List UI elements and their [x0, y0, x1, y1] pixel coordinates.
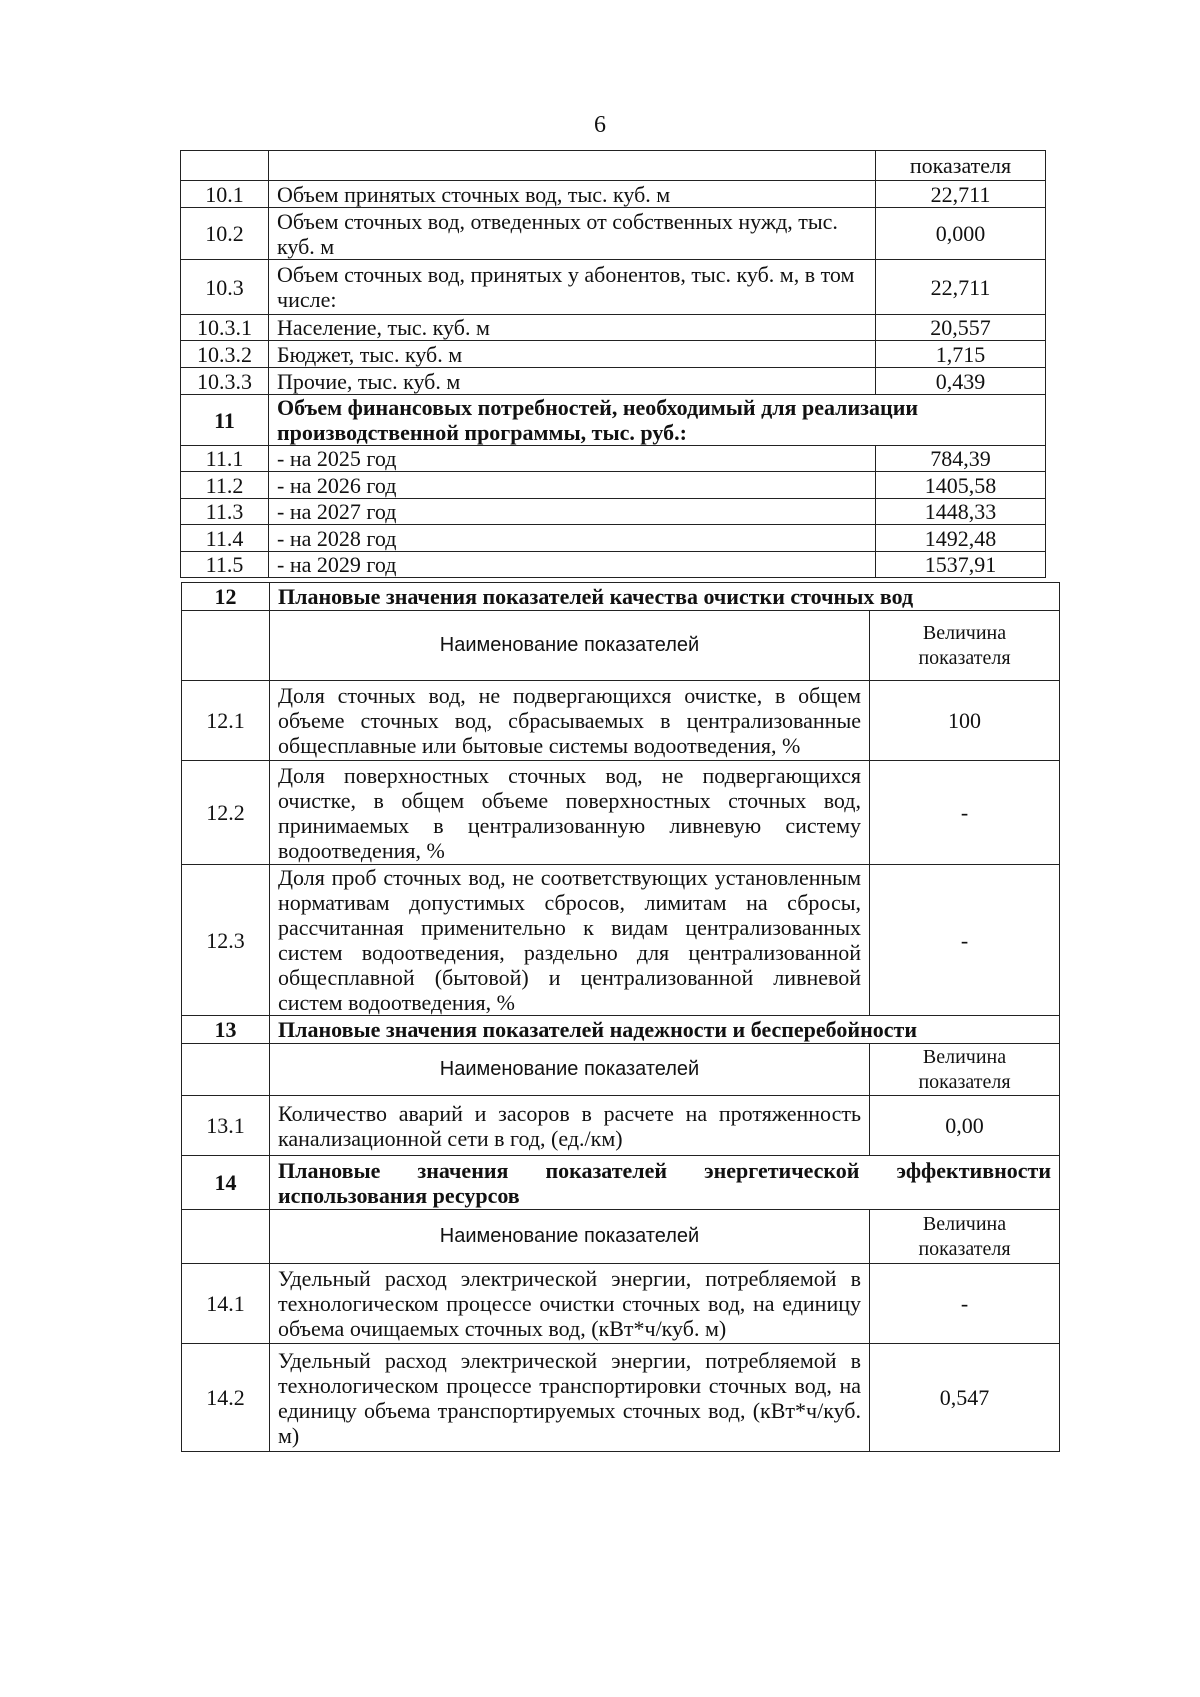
row-number: 10.3.1	[181, 315, 269, 341]
row-number: 11.3	[181, 499, 269, 525]
row-name: Бюджет, тыс. куб. м	[269, 341, 876, 368]
row-name: - на 2028 год	[269, 525, 876, 552]
row-value: -	[870, 865, 1060, 1016]
section-title: Объем финансовых потребностей, необходимый для реализации производственной программы, тыс. руб.:	[269, 395, 1046, 446]
header-value: Величина показателя	[870, 611, 1060, 681]
row-number: 11.4	[181, 525, 269, 552]
row-name: Доля сточных вод, не подвергающихся очистке, в общем объеме сточных вод, сбрасываемых в централизованные общесплавные или бытовые системы водоотведения, %	[270, 681, 870, 761]
section-title: Плановые значения показателей энергетической эффективности использования ресурсов	[270, 1156, 1060, 1210]
row-number: 12.3	[182, 865, 270, 1016]
row-value: 100	[870, 681, 1060, 761]
header-empty-cell	[182, 1210, 270, 1264]
header-empty-cell	[182, 1044, 270, 1096]
row-number: 13.1	[182, 1096, 270, 1156]
row-name: Доля поверхностных сточных вод, не подвергающихся очистке, в общем объеме поверхностных сточных вод, принимаемых в централизованную ливневую систему водоотведения, %	[270, 761, 870, 865]
row-number: 14.1	[182, 1264, 270, 1344]
row-value: -	[870, 1264, 1060, 1344]
row-value: 0,439	[876, 368, 1046, 395]
table-row	[182, 865, 1060, 1016]
page-number: 6	[594, 112, 606, 138]
row-value: -	[870, 761, 1060, 865]
section-number: 12	[182, 583, 270, 611]
table-row	[181, 151, 1046, 181]
row-value: 1448,33	[876, 499, 1046, 525]
table-row	[182, 761, 1060, 865]
row-name: - на 2025 год	[269, 446, 876, 472]
row-value: 1492,48	[876, 525, 1046, 552]
row-name: - на 2026 год	[269, 472, 876, 499]
table-row	[181, 368, 1046, 395]
header-value: Величина показателя	[870, 1210, 1060, 1264]
section-row	[181, 395, 1046, 446]
row-name: Удельный расход электрической энергии, потребляемой в технологическом процессе транспортировки сточных вод, на единицу объема транспортируемых сточных вод, (кВт*ч/куб. м)	[270, 1344, 870, 1452]
section-number: 11	[181, 395, 269, 446]
section-number: 13	[182, 1016, 270, 1044]
table-row	[181, 260, 1046, 315]
header-name: Наименование показателей	[270, 611, 870, 681]
row-number: 11.2	[181, 472, 269, 499]
indicators-table-top	[180, 150, 1046, 578]
row-name: Прочие, тыс. куб. м	[269, 368, 876, 395]
section-title: Плановые значения показателей надежности и бесперебойности	[270, 1016, 1060, 1044]
section-row	[182, 1016, 1060, 1044]
table-row	[181, 341, 1046, 368]
row-number: 10.3	[181, 260, 269, 315]
table-row	[181, 525, 1046, 552]
table-row	[182, 1096, 1060, 1156]
row-value: 1537,91	[876, 552, 1046, 578]
row-name: Объем сточных вод, принятых у абонентов, тыс. куб. м, в том числе:	[269, 260, 876, 315]
table-row	[182, 1264, 1060, 1344]
row-value: 0,00	[870, 1096, 1060, 1156]
row-name: Объем принятых сточных вод, тыс. куб. м	[269, 181, 876, 208]
header-name: Наименование показателей	[270, 1210, 870, 1264]
table-row	[181, 499, 1046, 525]
header-empty-cell	[182, 611, 270, 681]
row-number: 12.2	[182, 761, 270, 865]
section-row	[182, 1156, 1060, 1210]
section-title: Плановые значения показателей качества очистки сточных вод	[270, 583, 1060, 611]
row-value: 0,000	[876, 208, 1046, 260]
header-name: Наименование показателей	[270, 1044, 870, 1096]
row-name: Удельный расход электрической энергии, потребляемой в технологическом процессе очистки сточных вод, на единицу объема очищаемых сточных вод, (кВт*ч/куб. м)	[270, 1264, 870, 1344]
row-name	[269, 151, 876, 181]
row-number	[181, 151, 269, 181]
row-value: 22,711	[876, 260, 1046, 315]
section-number: 14	[182, 1156, 270, 1210]
row-value: 0,547	[870, 1344, 1060, 1452]
table-row	[181, 472, 1046, 499]
row-value: 1405,58	[876, 472, 1046, 499]
row-number: 12.1	[182, 681, 270, 761]
row-name: Объем сточных вод, отведенных от собственных нужд, тыс. куб. м	[269, 208, 876, 260]
row-value: 22,711	[876, 181, 1046, 208]
row-name: Население, тыс. куб. м	[269, 315, 876, 341]
header-value: Величина показателя	[870, 1044, 1060, 1096]
row-number: 10.3.3	[181, 368, 269, 395]
table-row	[181, 181, 1046, 208]
row-name: - на 2029 год	[269, 552, 876, 578]
row-value: 784,39	[876, 446, 1046, 472]
row-name: Количество аварий и засоров в расчете на протяженность канализационной сети в год, (ед./км)	[270, 1096, 870, 1156]
table-row	[182, 1344, 1060, 1452]
row-number: 14.2	[182, 1344, 270, 1452]
indicators-table-bottom	[181, 582, 1060, 1452]
table-row	[181, 208, 1046, 260]
header-row	[182, 1044, 1060, 1096]
table-row	[181, 552, 1046, 578]
row-name: - на 2027 год	[269, 499, 876, 525]
table-row	[181, 315, 1046, 341]
row-value: 20,557	[876, 315, 1046, 341]
row-name: Доля проб сточных вод, не соответствующих установленным нормативам допустимых сбросов, лимитам на сбросы, рассчитанная применительно к видам централизованных систем водоотведения, раздельно для централизованной общесплавной (бытовой) и централизованной ливневой систем водоотведения, %	[270, 865, 870, 1016]
row-value: 1,715	[876, 341, 1046, 368]
row-number: 10.2	[181, 208, 269, 260]
row-number: 11.1	[181, 446, 269, 472]
table-row	[182, 681, 1060, 761]
row-number: 10.3.2	[181, 341, 269, 368]
section-row	[182, 583, 1060, 611]
row-number: 10.1	[181, 181, 269, 208]
row-value: показателя	[876, 151, 1046, 181]
row-number: 11.5	[181, 552, 269, 578]
header-row	[182, 611, 1060, 681]
table-row	[181, 446, 1046, 472]
header-row	[182, 1210, 1060, 1264]
